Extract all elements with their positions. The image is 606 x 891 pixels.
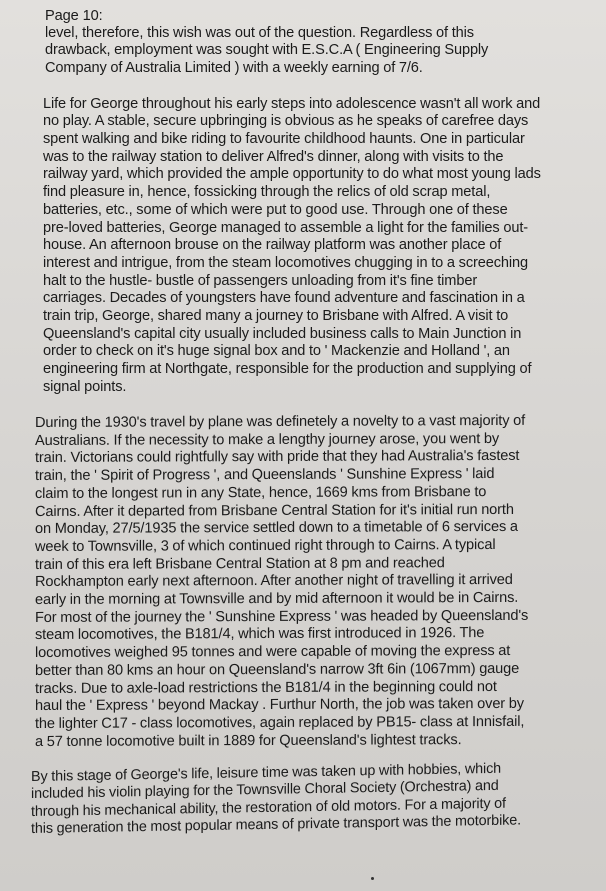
text-line: a 57 tonne locomotive built in 1889 for Queensland's lightest tracks. (35, 731, 462, 750)
text-line: For most of the journey the ' Sunshine Express ' was headed by Queensland's (35, 607, 529, 626)
text-line: railway yard, which provided the ample opportunity to do what most young lads (43, 166, 541, 183)
paragraph-leisure (31, 759, 592, 838)
text-line: Cairns. After it departed from Brisbane Central Station for it's initial run north (35, 500, 514, 520)
text-line: train trip, George, shared many a journey to Brisbane with Alfred. A visit to (43, 308, 509, 325)
text-line: pre-loved batteries, George managed to assemble a light for the families out- (43, 219, 529, 236)
paragraph-employment (45, 25, 592, 78)
text-line: no play. A stable, secure upbringing is obvious as he speaks of carefree days (43, 113, 529, 130)
text-line: batteries, etc., some of which were put to good use. Through one of these (43, 201, 508, 218)
text-line: claim to the longest run in any State, hence, 1669 kms from Brisbane to (35, 483, 487, 502)
text-line: week to Townsville, 3 of which continued right through to Cairns. A typical (35, 536, 496, 555)
text-line: steam locomotives, the B181/4, which was first introduced in 1926. The (35, 625, 485, 643)
text-line: engineering firm at Northgate, responsible for the production and supplying of (43, 361, 532, 378)
text-line: Queensland's capital city usually included business calls to Main Junction in (43, 325, 522, 342)
text-line: find pleasure in, hence, fossicking through the relics of old scrap metal, (43, 184, 491, 201)
text-line: included his violin playing for the Townsville Choral Society (Orchestra) and (31, 778, 499, 803)
text-line: the lighter C17 - class locomotives, again replaced by PB15- class at Innisfail, (35, 713, 525, 732)
text-line: level, therefore, this wish was out of the question. Regardless of this (45, 24, 474, 41)
text-line: better than 80 kms an hour on Queensland's narrow 3ft 6in (1067mm) gauge (35, 660, 520, 679)
paragraph-adolescence (43, 96, 592, 397)
text-line: order to check on it's huge signal box and to ' Mackenzie and Holland ', an (43, 343, 510, 360)
text-line: halt to the hustle- bustle of passengers unloading from it's fine timber (43, 272, 478, 289)
text-line: Australians. If the necessity to make a lengthy journey arose, you went by (35, 430, 500, 449)
text-line: haul the ' Express ' beyond Mackay . Furthur North, the job was taken over by (35, 695, 524, 714)
text-line: locomotives weighed 95 tonnes and were capable of moving the express at (35, 642, 511, 661)
text-line: signal points. (43, 378, 127, 395)
text-line: During the 1930's travel by plane was definetely a novelty to a vast majority of (35, 412, 526, 431)
text-line: this generation the most popular means of private transport was the motorbike. (31, 812, 521, 838)
text-line: drawback, employment was sought with E.S.C.A ( Engineering Supply (45, 42, 489, 59)
text-line: tracks. Due to axle-load restrictions the B181/4 in the beginning could not (35, 678, 497, 697)
text-line: through his mechanical ability, the restoration of old motors. For a majority of (31, 795, 506, 820)
text-line: was to the railway station to deliver Alfred's dinner, along with visits to the (43, 148, 504, 165)
paragraph-rail-travel (35, 412, 592, 751)
text-line: Company of Australia Limited ) with a weekly earning of 7/6. (45, 59, 423, 76)
text-line: on Monday, 27/5/1935 the service settled down to a timetable of 6 services a (35, 518, 518, 537)
page-number-label: Page 10: (45, 8, 103, 24)
text-line: By this stage of George's life, leisure time was taken up with hobbies, which (31, 760, 502, 785)
text-line: train, the ' Spirit of Progress ', and Queenslands ' Sunshine Express ' laid (35, 465, 495, 484)
text-line: interest and intrigue, from the steam locomotives chugging in to a screeching (43, 254, 529, 271)
text-line: train. Victorians could rightfully say with pride that they had Australia's fastest (35, 447, 520, 466)
text-line: house. An afternoon brouse on the railway platform was another place of (43, 237, 502, 254)
stray-mark (371, 877, 374, 880)
text-line: Rockhampton early next afternoon. After another night of travelling it arrived (35, 571, 513, 590)
text-line: spent walking and bike riding to favourite childhood haunts. One in particular (43, 131, 525, 148)
text-line: early in the morning at Townsville and by mid afternoon it would be in Cairns. (35, 589, 519, 608)
text-line: carriages. Decades of youngsters have found adventure and fascination in a (43, 290, 525, 307)
text-line: train of this era left Brisbane Central Station at 8 pm and reached (35, 554, 445, 573)
text-line: Life for George throughout his early steps into adolescence wasn't all work and (43, 95, 541, 112)
